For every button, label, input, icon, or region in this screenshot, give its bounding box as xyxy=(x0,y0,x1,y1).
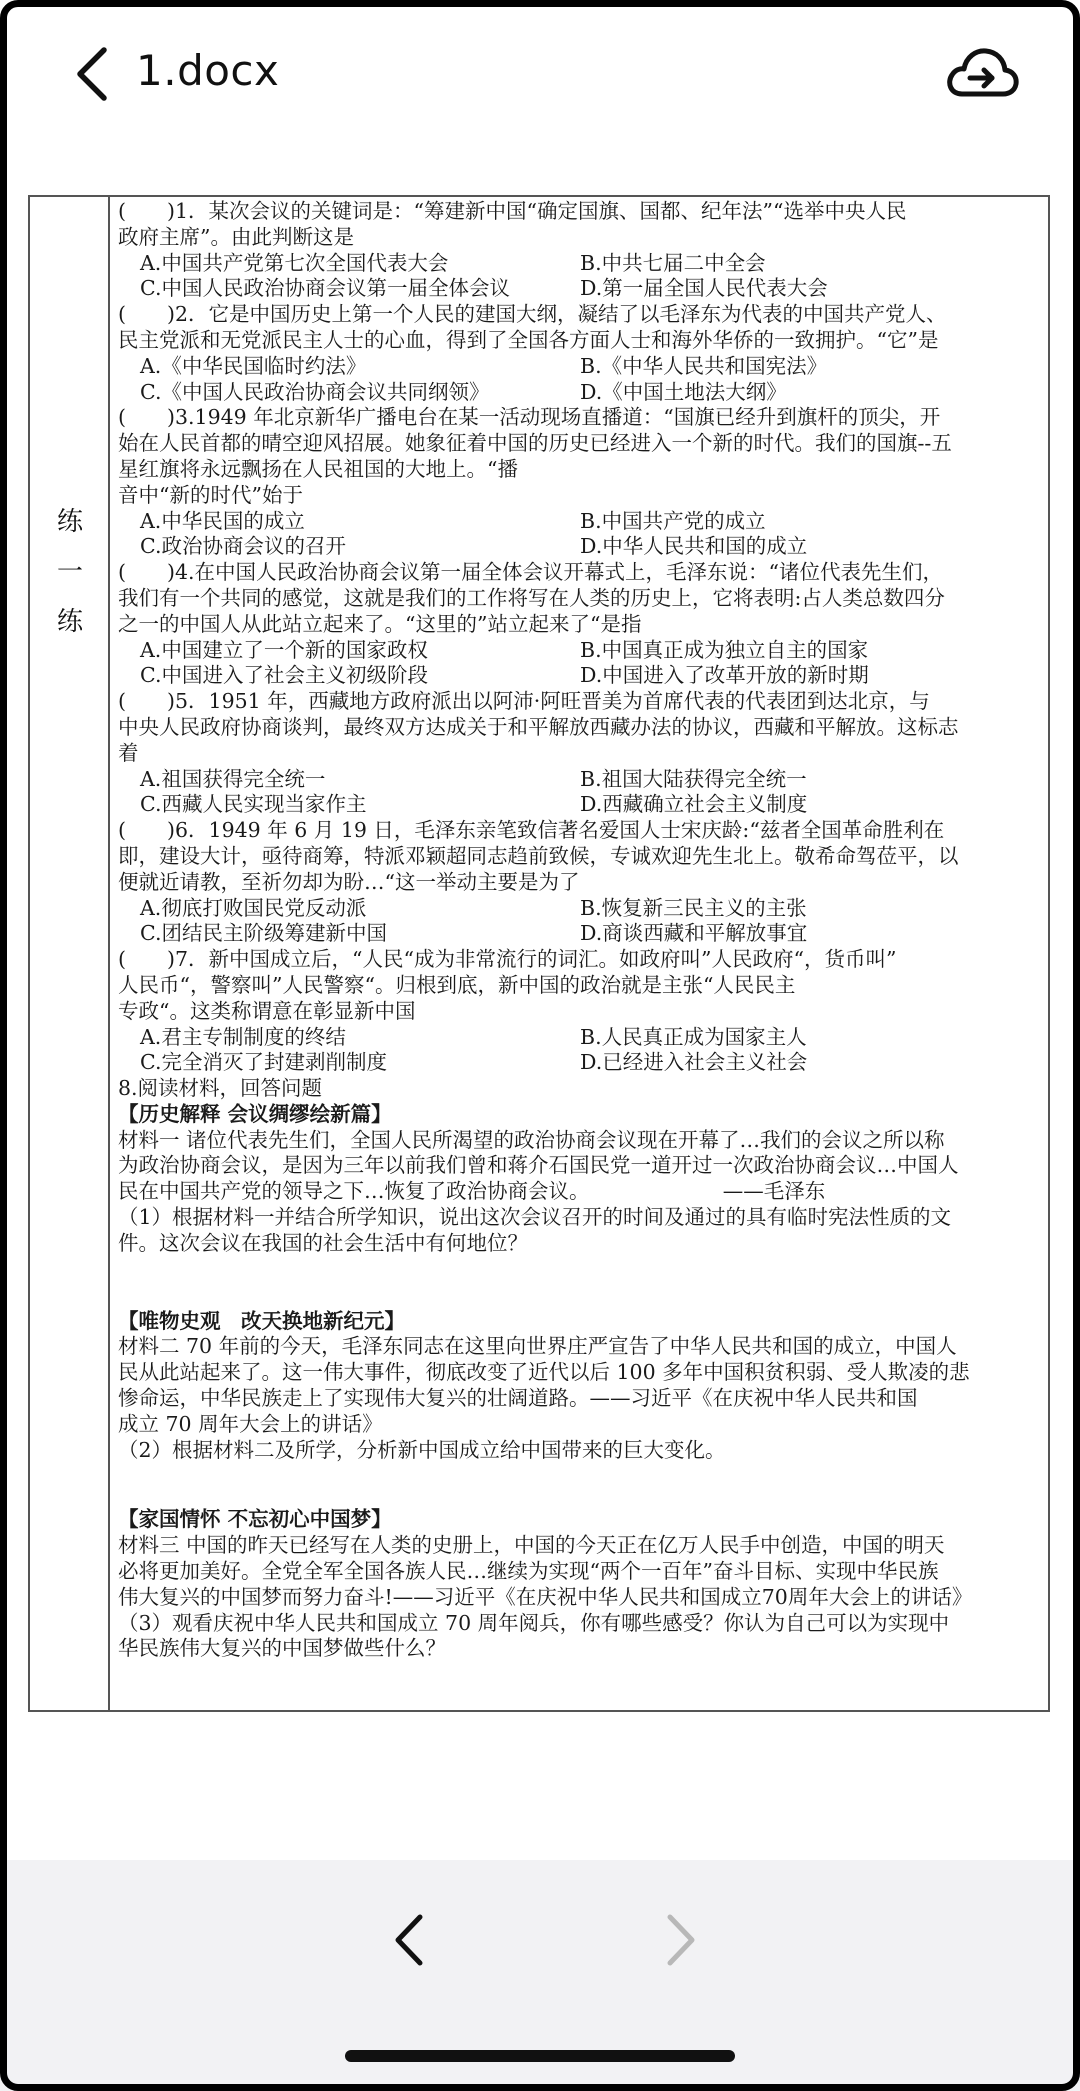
text-line: 着 xyxy=(118,740,139,765)
text-line: 专政“。这类称谓意在彰显新中国 xyxy=(118,998,416,1023)
text-line: ( )6．1949 年 6 月 19 日，毛泽东亲笔致信著名爱国人士宋庆龄:“兹者全国革命胜利在 xyxy=(118,818,945,843)
text-line: 华民族伟大复兴的中国梦做些什么？ xyxy=(118,1636,446,1661)
section-label-char: 练 xyxy=(56,607,83,637)
home-indicator xyxy=(345,2050,735,2062)
text-line: 民在中国共产党的领导之下…恢复了政治协商会议。 ——毛泽东 xyxy=(118,1179,826,1204)
answer-option: D.第一届全国人民代表大会 xyxy=(580,276,828,301)
section-label-char: 练 xyxy=(56,507,83,537)
text-line: （3）观看庆祝中华人民共和国成立 70 周年阅兵，你有哪些感受？你认为自己可以为实现中 xyxy=(118,1610,950,1635)
text-line: 材料二 70 年前的今天，毛泽东同志在这里向世界庄严宣告了中华人民共和国的成立，中国人 xyxy=(118,1334,957,1359)
blank-answer-space xyxy=(118,1257,1044,1309)
text-line: 惨命运，中华民族走上了实现伟大复兴的壮阔道路。——习近平《在庆祝中华人民共和国 xyxy=(118,1386,918,1411)
text-line: 中央人民政府协商谈判，最终双方达成关于和平解放西藏办法的协议，西藏和平解放。这标志 xyxy=(118,714,959,739)
section-label-char: 一 xyxy=(56,557,83,587)
answer-option: C.《中国人民政治协商会议共同纲领》 xyxy=(140,379,490,404)
answer-options-row xyxy=(118,792,1044,818)
answer-options-row xyxy=(118,663,1044,689)
answer-option: C.政治协商会议的召开 xyxy=(140,534,346,559)
answer-option: D.中华人民共和国的成立 xyxy=(580,534,808,559)
text-line: （2）根据材料二及所学，分析新中国成立给中国带来的巨大变化。 xyxy=(118,1437,726,1462)
text-line: 始在人民首都的晴空迎风招展。她象征着中国的历史已经进入一个新的时代。我们的国旗--五 xyxy=(118,431,952,456)
answer-option: A.《中华民国临时约法》 xyxy=(140,353,367,378)
cloud-upload-button[interactable] xyxy=(942,40,1020,110)
text-line: 音中“新的时代”始于 xyxy=(118,482,303,507)
answer-option: B.中国共产党的成立 xyxy=(580,508,766,533)
text-line: 为政治协商会议，是因为三年以前我们曾和蒋介石国民党一道开过一次政治协商会议…中国人 xyxy=(118,1153,959,1178)
text-line: 人民币“，警察叫”人民警察“。归根到底，新中国的政治就是主张“人民民主 xyxy=(118,972,796,997)
answer-option: A.中国建立了一个新的国家政权 xyxy=(140,637,428,662)
text-line: 必将更加美好。全党全军全国各族人民…继续为实现“两个一百年”奋斗目标、实现中华民族 xyxy=(118,1559,939,1584)
text-line: ( )7．新中国成立后，“人民“成为非常流行的词汇。如政府叫”人民政府“，货币叫” xyxy=(118,947,897,972)
answer-option: A.祖国获得完全统一 xyxy=(140,766,326,791)
answer-option: B.中国真正成为独立自主的国家 xyxy=(580,637,869,662)
text-line: 件。这次会议在我国的社会生活中有何地位？ xyxy=(118,1230,528,1255)
answer-option: A.中华民国的成立 xyxy=(140,508,305,533)
answer-options-row xyxy=(118,1050,1044,1076)
text-line: 我们有一个共同的感觉，这就是我们的工作将写在人类的历史上，它将表明:占人类总数四分 xyxy=(118,585,945,610)
answer-options-row xyxy=(118,354,1044,380)
text-line: 伟大复兴的中国梦而努力奋斗!——习近平《在庆祝中华人民共和国成立70周年大会上的讲话》 xyxy=(118,1584,973,1609)
text-line: 便就近请教，至祈勿却为盼…“这一举动主要是为了 xyxy=(118,869,580,894)
answer-options-row xyxy=(118,638,1044,664)
text-line: 8.阅读材料，回答问题 xyxy=(118,1076,323,1101)
answer-option: D.商谈西藏和平解放事宜 xyxy=(580,921,808,946)
answer-option: D.已经进入社会主义社会 xyxy=(580,1050,808,1075)
previous-page-button[interactable] xyxy=(380,1905,440,1975)
section-heading: 【家国情怀 不忘初心中国梦】 xyxy=(118,1507,392,1532)
chevron-left-icon xyxy=(380,1905,440,1975)
answer-option: A.君主专制制度的终结 xyxy=(140,1024,346,1049)
answer-option: B.祖国大陆获得完全统一 xyxy=(580,766,807,791)
text-line: 之一的中国人从此站立起来了。“这里的”站立起来了“是指 xyxy=(118,611,642,636)
text-line: 民从此站起来了。这一伟大事件，彻底改变了近代以后 100 多年中国积贫积弱、受人欺凌的悲 xyxy=(118,1360,970,1385)
section-label xyxy=(30,497,110,647)
answer-options-row xyxy=(118,534,1044,560)
answer-option: C.中国人民政治协商会议第一届全体会议 xyxy=(140,276,510,301)
answer-options-row xyxy=(118,767,1044,793)
text-line: ( )1．某次会议的关键词是：“筹建新中国“确定国旗、国都、纪年法”“选举中央人民 xyxy=(118,199,907,223)
answer-option: A.中国共产党第七次全国代表大会 xyxy=(140,250,449,275)
blank-answer-space xyxy=(118,1463,1044,1507)
text-line: 政府主席”。由此判断这是 xyxy=(118,224,354,249)
chevron-right-icon xyxy=(650,1905,710,1975)
answer-options-row xyxy=(118,896,1044,922)
text-line: 星红旗将永远飘扬在人民祖国的大地上。“播 xyxy=(118,456,518,481)
document-page xyxy=(28,195,1050,1712)
answer-options-row xyxy=(118,251,1044,277)
answer-option: B.恢复新三民主义的主张 xyxy=(580,895,807,920)
answer-option: D.中国进入了改革开放的新时期 xyxy=(580,663,869,688)
answer-options-row xyxy=(118,1025,1044,1051)
answer-options-row xyxy=(118,276,1044,302)
back-button[interactable] xyxy=(66,40,126,108)
document-content xyxy=(118,199,1044,1662)
section-heading: 【历史解释 会议绸缪绘新篇】 xyxy=(118,1101,392,1126)
answer-option: C.团结民主阶级筹建新中国 xyxy=(140,921,387,946)
next-page-button[interactable] xyxy=(650,1905,710,1975)
text-line: 即，建设大计，亟待商筹，特派邓颖超同志趋前致候，专诚欢迎先生北上。敬希命驾莅平，以 xyxy=(118,843,959,868)
answer-option: A.彻底打败国民党反动派 xyxy=(140,895,367,920)
answer-option: B.中共七届二中全会 xyxy=(580,250,766,275)
answer-option: C.完全消灭了封建剥削制度 xyxy=(140,1050,387,1075)
text-line: 材料三 中国的昨天已经写在人类的史册上，中国的今天正在亿万人民手中创造，中国的明天 xyxy=(118,1533,945,1558)
text-line: 成立 70 周年大会上的讲话》 xyxy=(118,1411,383,1436)
text-line: ( )5．1951 年，西藏地方政府派出以阿沛·阿旺晋美为首席代表的代表团到达北京，与 xyxy=(118,689,930,714)
text-line: （1）根据材料一并结合所学知识，说出这次会议召开的时间及通过的具有临时宪法性质的文 xyxy=(118,1205,952,1230)
text-line: 民主党派和无党派民主人士的心血，得到了全国各方面人士和海外华侨的一致拥护。“它”是 xyxy=(118,327,939,352)
section-heading: 【唯物史观 改天换地新纪元】 xyxy=(118,1308,405,1333)
answer-option: C.中国进入了社会主义初级阶段 xyxy=(140,663,428,688)
section-label-column xyxy=(30,197,110,1710)
answer-option: D.西藏确立社会主义制度 xyxy=(580,792,808,817)
text-line: ( )2．它是中国历史上第一个人民的建国大纲，凝结了以毛泽东为代表的中国共产党人、 xyxy=(118,302,947,327)
top-bar xyxy=(0,0,1080,150)
text-line: ( )3.1949 年北京新华广播电台在某一活动现场直播道：“国旗已经升到旗杆的顶尖，开 xyxy=(118,405,941,430)
text-line: ( )4.在中国人民政治协商会议第一届全体会议开幕式上，毛泽东说：“诸位代表先生们， xyxy=(118,560,944,585)
cloud-upload-icon xyxy=(942,40,1020,110)
answer-option: D.《中国土地法大纲》 xyxy=(580,379,787,404)
answer-options-row xyxy=(118,380,1044,406)
document-title: 1.docx xyxy=(136,46,280,95)
answer-option: B.人民真正成为国家主人 xyxy=(580,1024,807,1049)
answer-option: C.西藏人民实现当家作主 xyxy=(140,792,367,817)
answer-option: B.《中华人民共和国宪法》 xyxy=(580,353,828,378)
answer-options-row xyxy=(118,921,1044,947)
text-line: 材料一 诸位代表先生们，全国人民所渴望的政治协商会议现在开幕了…我们的会议之所以称 xyxy=(118,1127,945,1152)
chevron-left-icon xyxy=(66,40,126,108)
answer-options-row xyxy=(118,509,1044,535)
